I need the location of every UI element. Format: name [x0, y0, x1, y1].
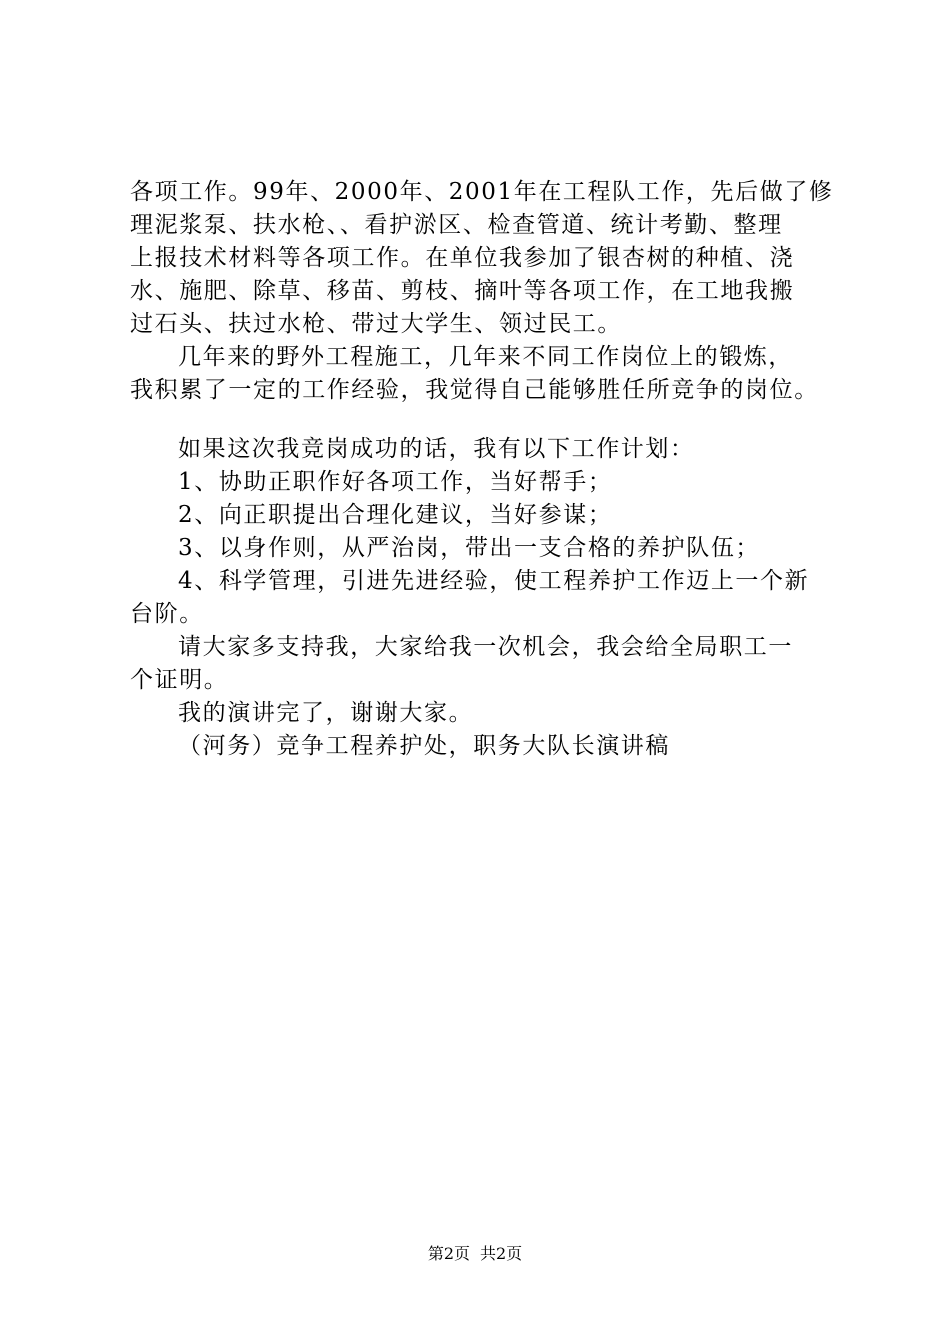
paragraph-line: 过石头、扶过水枪、带过大学生、领过民工。 — [130, 311, 622, 337]
list-item-continuation: 台阶。 — [130, 601, 204, 627]
document-body — [130, 176, 834, 763]
page-number: 第2页 — [427, 1244, 470, 1263]
paragraph-line: 各项工作。99年、2000年、2001年在工程队工作，先后做了修 — [130, 179, 834, 205]
page-footer — [0, 1244, 950, 1264]
paragraph-line: 水、施肥、除草、移苗、剪枝、摘叶等各项工作，在工地我搬 — [130, 278, 795, 304]
list-item: 3、以身作则，从严治岗，带出一支合格的养护队伍； — [178, 535, 761, 561]
paragraph-line: 上报技术材料等各项工作。在单位我参加了银杏树的种植、浇 — [130, 245, 795, 271]
paragraph-line: 个证明。 — [130, 667, 229, 693]
paragraph-line: 我积累了一定的工作经验，我觉得自己能够胜任所竞争的岗位。 — [130, 377, 819, 403]
list-item: 1、协助正职作好各项工作，当好帮手； — [178, 469, 613, 495]
paragraph-line: 请大家多支持我，大家给我一次机会，我会给全局职工一 — [178, 634, 793, 660]
list-item: 4、科学管理，引进先进经验，使工程养护工作迈上一个新 — [178, 568, 810, 594]
paragraph-line: 如果这次我竞岗成功的话，我有以下工作计划： — [178, 436, 695, 462]
paragraph-line: 几年来的野外工程施工，几年来不同工作岗位上的锻炼， — [178, 344, 793, 370]
page-total: 共2页 — [480, 1244, 523, 1263]
paragraph-line: 我的演讲完了，谢谢大家。 — [178, 700, 474, 726]
list-item: 2、向正职提出合理化建议，当好参谋； — [178, 502, 613, 528]
document-title-line: （河务）竞争工程养护处，职务大队长演讲稿 — [178, 733, 670, 759]
paragraph-gap — [130, 407, 830, 433]
paragraph-line: 理泥浆泵、扶水枪、、看护淤区、检查管道、统计考勤、整理 — [130, 212, 783, 238]
